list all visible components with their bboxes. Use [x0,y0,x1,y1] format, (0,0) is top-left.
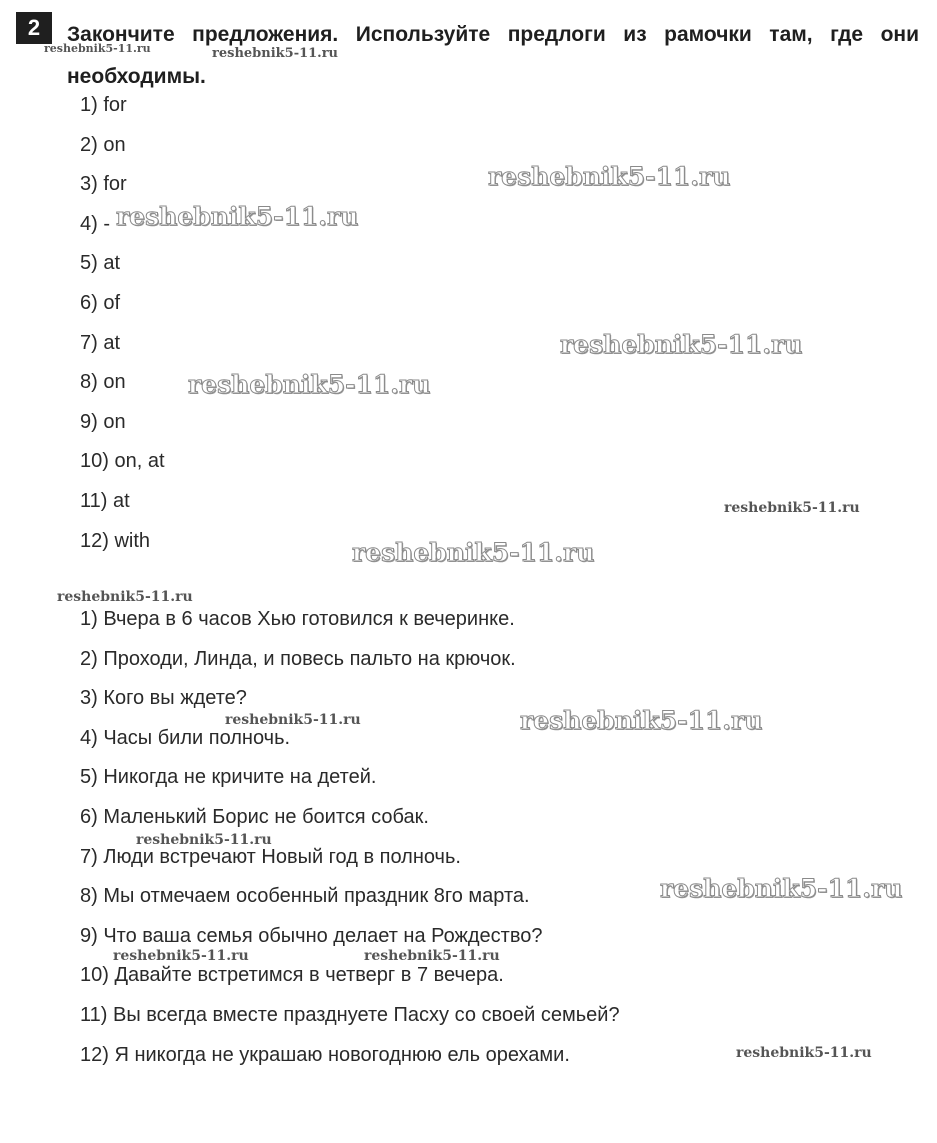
exercise-number-badge: 2 [16,12,52,44]
watermark: reshebnik5-11.ru [225,712,361,728]
watermark: reshebnik5-11.ru [57,589,193,605]
answer-item: 12) with [80,529,151,552]
watermark: reshebnik5-11.ru [113,948,249,964]
translation-item: 3) Кого вы ждете? [80,687,247,710]
answer-item: 11) at [80,489,130,512]
answer-item: 5) at [80,252,121,275]
translation-list [80,600,620,1075]
watermark: reshebnik5-11.ru [212,46,339,61]
answer-item: 10) on, at [80,450,165,473]
answer-item: 9) on [80,410,126,433]
watermark: reshebnik5-11.ru [136,832,272,848]
answer-item: 2) on [80,133,126,156]
watermark: reshebnik5-11.ru [44,42,151,55]
exercise-instruction: Закончите предложения. Используйте предлоги из рамочки там, где они необходимы. [67,23,919,88]
answer-item: 7) at [80,331,121,354]
translation-item: 11) Вы всегда вместе празднуете Пасху со своей семьей? [80,1003,620,1026]
watermark: reshebnik5-11.ru [736,1045,872,1061]
translation-item: 7) Люди встречают Новый год в полночь. [80,845,461,868]
translation-item: 12) Я никогда не украшаю новогоднюю ель орехами. [80,1043,570,1066]
watermark: reshebnik5-11.ru [188,370,431,399]
watermark: reshebnik5-11.ru [352,538,595,567]
watermark: reshebnik5-11.ru [364,948,500,964]
translation-item: 4) Часы били полночь. [80,726,291,749]
watermark: reshebnik5-11.ru [724,500,860,516]
translation-item: 6) Маленький Борис не боится собак. [80,805,429,828]
watermark: reshebnik5-11.ru [116,202,359,231]
translation-item: 8) Мы отмечаем особенный праздник 8го марта. [80,885,530,908]
translation-item: 9) Что ваша семья обычно делает на Рождество? [80,924,543,947]
translation-item: 2) Проходи, Линда, и повесь пальто на крючок. [80,647,516,670]
watermark: reshebnik5-11.ru [488,162,731,191]
answer-item: 3) for [80,173,127,196]
translation-item: 1) Вчера в 6 часов Хью готовился к вечеринке. [80,608,515,630]
watermark: reshebnik5-11.ru [520,706,763,735]
watermark: reshebnik5-11.ru [560,330,803,359]
answer-item: 8) on [80,371,126,394]
answer-list [80,86,165,561]
answer-item: 4) - [80,212,110,235]
watermark: reshebnik5-11.ru [660,874,903,903]
answer-item: 1) for [80,94,127,116]
translation-item: 10) Давайте встретимся в четверг в 7 вечера. [80,964,504,987]
translation-item: 5) Никогда не кричите на детей. [80,766,377,789]
answer-item: 6) of [80,291,121,314]
